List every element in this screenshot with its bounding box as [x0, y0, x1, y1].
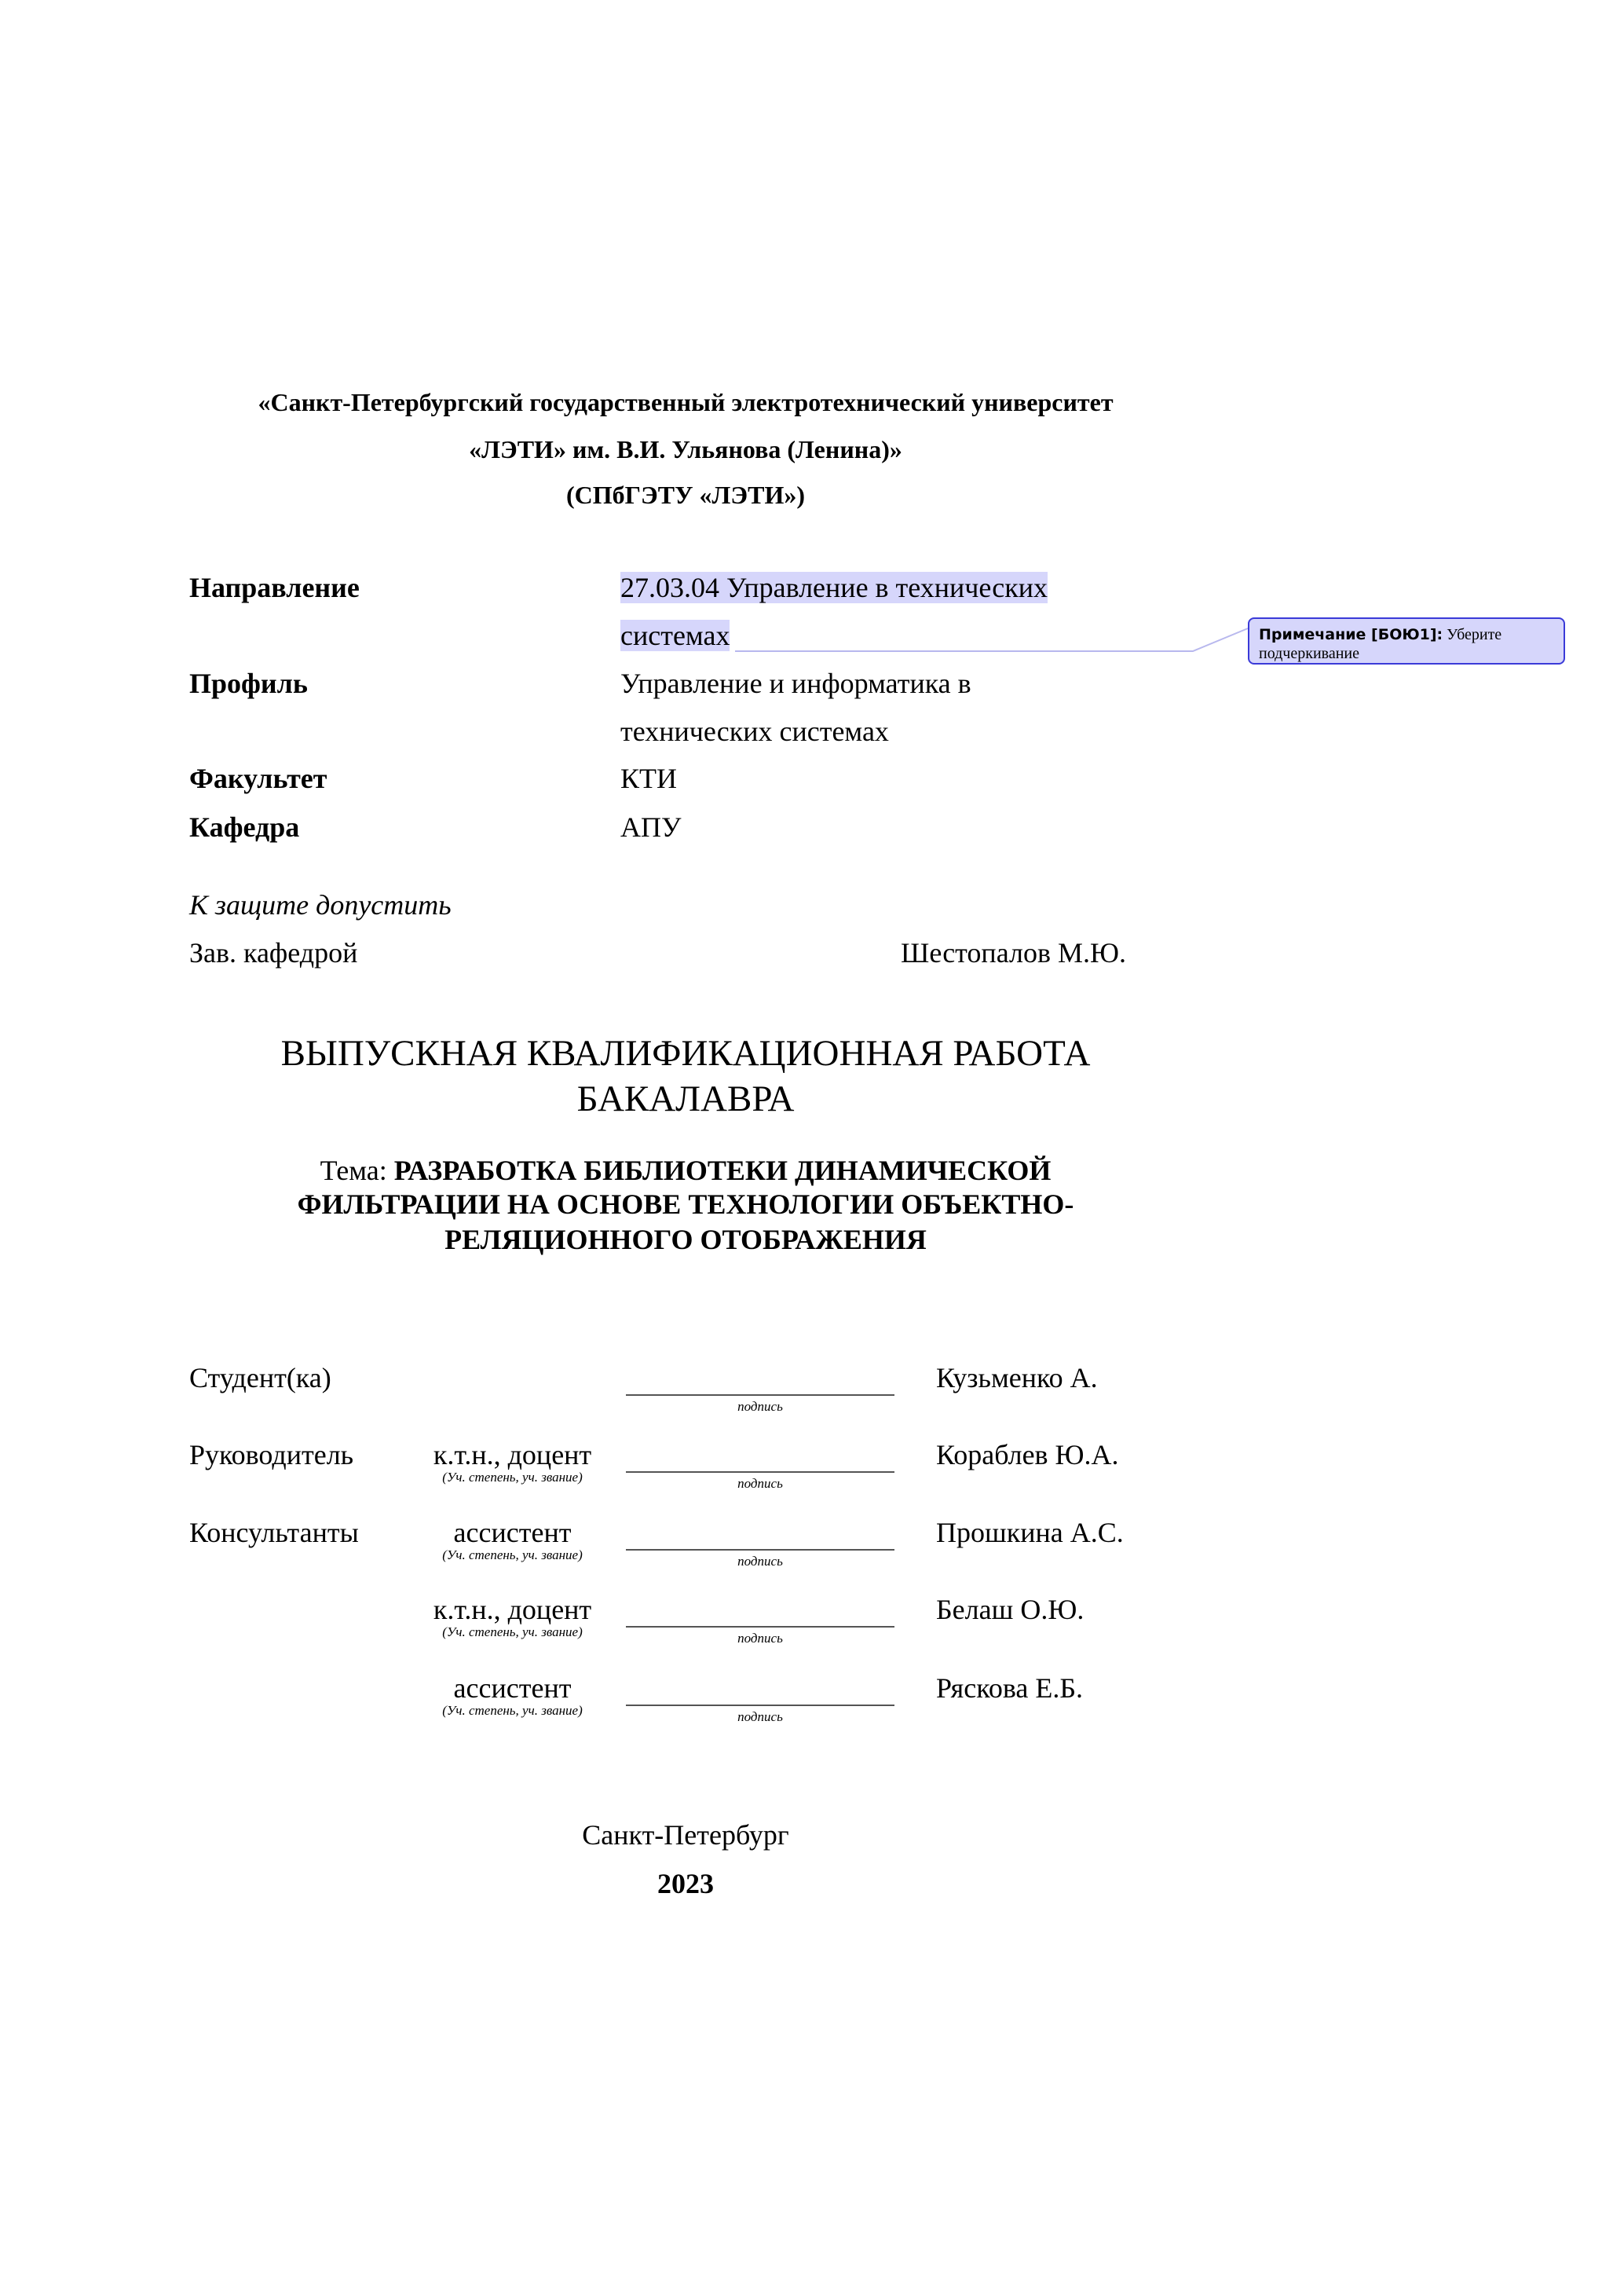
degree-caption: (Уч. степень, уч. звание)	[442, 1547, 583, 1562]
signature-caption: подпись	[737, 1631, 783, 1646]
topic-line2: ФИЛЬТРАЦИИ НА ОСНОВЕ ТЕХНОЛОГИИ ОБЪЕКТНО-	[297, 1188, 1074, 1220]
profile-label: Профиль	[189, 668, 308, 699]
department-value: АПУ	[620, 811, 682, 843]
head-name: Шестопалов М.Ю.	[901, 937, 1126, 969]
signature-line	[626, 1394, 894, 1396]
direction-value-highlighted-2[interactable]: системах	[620, 620, 730, 651]
signatory-name: Белаш О.Ю.	[936, 1594, 1084, 1625]
comment-balloon[interactable]	[1248, 617, 1565, 665]
signature-caption: подпись	[737, 1709, 783, 1724]
city: Санкт-Петербург	[582, 1819, 789, 1851]
work-title-line2: БАКАЛАВРА	[576, 1078, 795, 1119]
department-label: Кафедра	[189, 811, 300, 843]
signatory-name: Кораблев Ю.А.	[936, 1439, 1119, 1470]
signature-caption: подпись	[737, 1399, 783, 1414]
topic-line1: РАЗРАБОТКА БИБЛИОТЕКИ ДИНАМИЧЕСКОЙ	[393, 1155, 1052, 1186]
comment-text: Уберите подчеркивание	[1259, 626, 1502, 662]
topic-line3: РЕЛЯЦИОННОГО ОТОБРАЖЕНИЯ	[444, 1224, 927, 1255]
direction-label: Направление	[189, 572, 360, 603]
signature-line	[626, 1705, 894, 1706]
head-label: Зав. кафедрой	[189, 937, 358, 969]
university-abbrev: (СПбГЭТУ «ЛЭТИ»)	[566, 481, 805, 509]
signatory-name: Ряскова Е.Б.	[936, 1672, 1084, 1704]
signatory-role: Консультанты	[189, 1517, 359, 1548]
signature-line	[626, 1549, 894, 1551]
faculty-label: Факультет	[189, 763, 327, 794]
signatory-degree: к.т.н., доцент	[433, 1594, 592, 1625]
signatory-degree: к.т.н., доцент	[433, 1439, 592, 1470]
topic-prefix: Тема:	[320, 1155, 394, 1186]
signature-line	[626, 1471, 894, 1473]
direction-value-highlighted[interactable]: 27.03.04 Управление в технических	[620, 572, 1048, 603]
profile-value-2: технических системах	[620, 716, 889, 747]
profile-value-1: Управление и информатика в	[620, 668, 971, 699]
degree-caption: (Уч. степень, уч. звание)	[442, 1624, 583, 1639]
work-title-line1: ВЫПУСКНАЯ КВАЛИФИКАЦИОННАЯ РАБОТА	[280, 1033, 1091, 1074]
signatory-degree: ассистент	[453, 1517, 572, 1548]
signatory-role: Руководитель	[189, 1439, 354, 1470]
university-name-line2: «ЛЭТИ» им. В.И. Ульянова (Ленина)»	[469, 435, 902, 463]
degree-caption: (Уч. степень, уч. звание)	[442, 1703, 583, 1718]
university-name-line1: «Санкт-Петербургский государственный электротехнический университет	[258, 388, 1114, 416]
admit-text: К защите допустить	[189, 889, 452, 921]
signature-caption: подпись	[737, 1554, 783, 1569]
signatory-name: Прошкина А.С.	[936, 1517, 1124, 1548]
signature-line	[626, 1626, 894, 1628]
year: 2023	[657, 1868, 714, 1899]
signatory-name: Кузьменко А.	[936, 1362, 1098, 1393]
signature-caption: подпись	[737, 1476, 783, 1491]
signatory-degree: ассистент	[453, 1672, 572, 1704]
signatory-role: Студент(ка)	[189, 1362, 331, 1393]
comment-author: Примечание [БОЮ1]:	[1259, 626, 1443, 643]
faculty-value: КТИ	[620, 763, 677, 794]
degree-caption: (Уч. степень, уч. звание)	[442, 1470, 583, 1485]
